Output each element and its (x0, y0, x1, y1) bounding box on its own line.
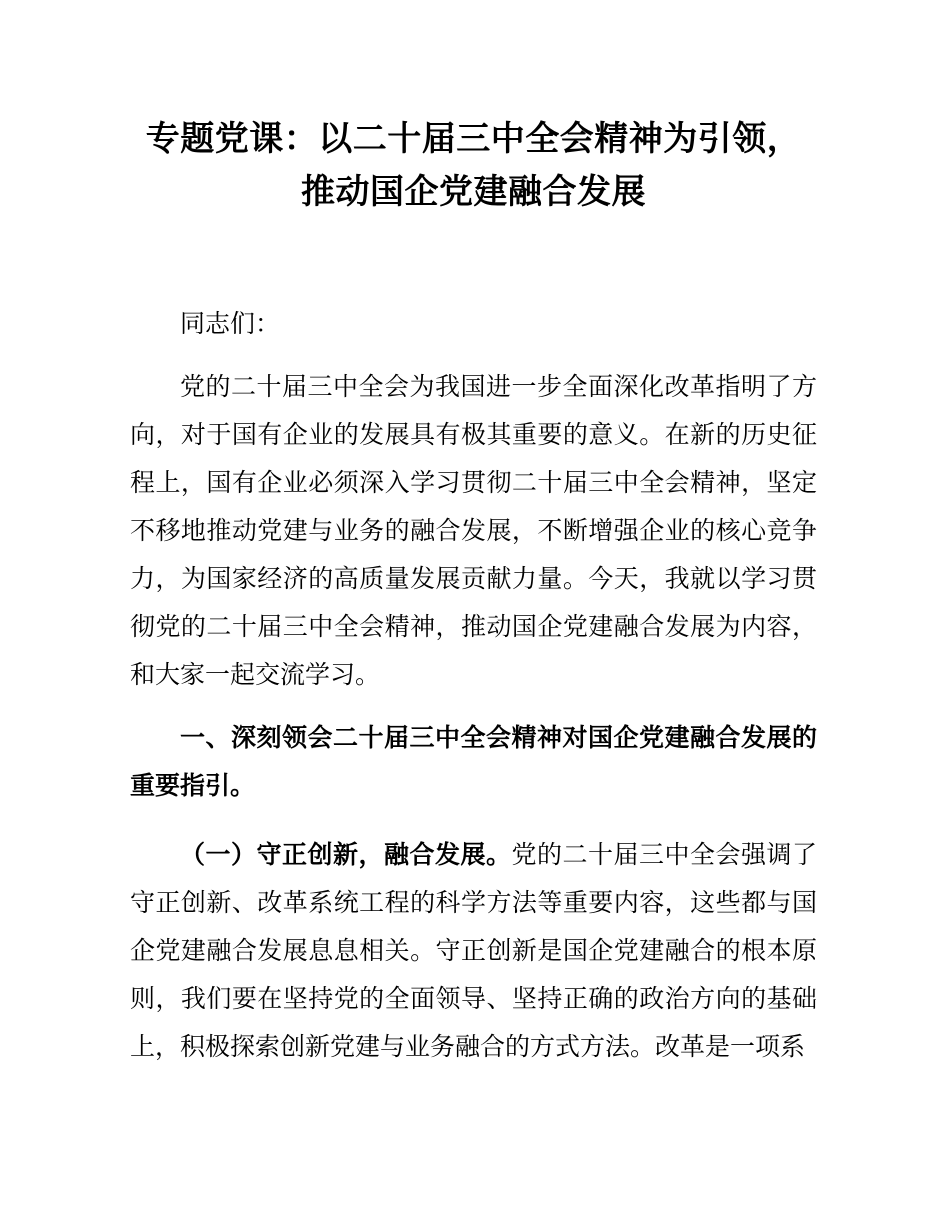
document-title (130, 113, 817, 219)
document-title-line-2: 推动国企党建融合发展 (301, 174, 646, 211)
section-1-paragraph-1 (130, 832, 817, 1072)
section-1-paragraph-1-lead: （一）守正创新，融合发展。 (180, 842, 512, 869)
salutation: 同志们： (180, 311, 281, 338)
section-1-paragraph-1-text: 党的二十届三中全会强调了守正创新、改革系统工程的科学方法等重要内容，这些都与国企党建融合发展息息相关。守正创新是国企党建融合的根本原则，我们要在坚持党的全面领导、坚持正确的政治方向的基础上，积极探索创新党建与业务融合的方式方法。改革是一项系 (130, 842, 817, 1061)
section-1-heading: 一、深刻领会二十届三中全会精神对国企党建融合发展的重要指引。 (130, 725, 817, 800)
document-title-line-1: 专题党课：以二十届三中全会精神为引领， (145, 121, 802, 158)
intro-paragraph: 党的二十届三中全会为我国进一步全面深化改革指明了方向，对于国有企业的发展具有极其重要的意义。在新的历史征程上，国有企业必须深入学习贯彻二十届三中全会精神，坚定不移地推动党建与业务的融合发展，不断增强企业的核心竞争力，为国家经济的高质量发展贡献力量。今天，我就以学习贯彻党的二十届三中全会精神，推动国企党建融合发展为内容，和大家一起交流学习。 (130, 374, 817, 689)
